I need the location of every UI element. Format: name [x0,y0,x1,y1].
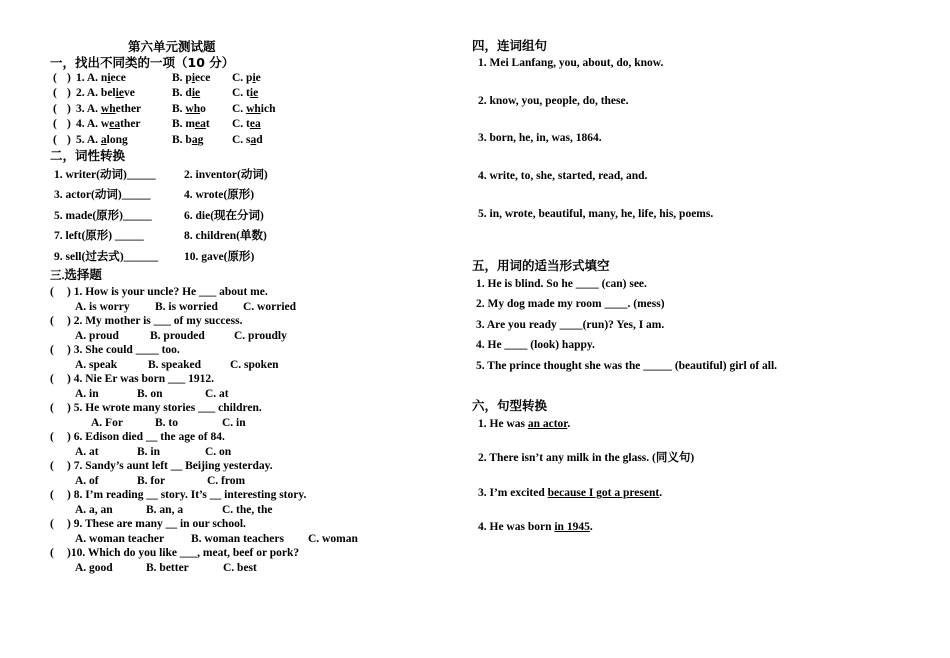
answer-paren-open: ( [50,518,54,530]
mc-option: C. worried [243,300,297,313]
option-a-rest: ther [120,118,141,130]
mc-question-text: ) 5. He wrote many stories ___ children. [67,402,262,414]
transform-underlined: an actor [527,418,568,430]
option-a-underlined: a [100,134,107,146]
odd-one-out-row [53,71,261,85]
question-number: 5. A. [76,134,99,146]
mc-question [50,343,180,357]
option-b-label: B. d [172,87,192,99]
mc-question [50,488,306,502]
word-form-prompt: 2. inventor( [184,169,241,181]
sentence-build-item: 1. Mei Lanfang, you, about, do, know. [478,57,664,69]
word-form-hint: 现在分词 [214,208,261,222]
sentence-build-item: 5. in, wrote, beautiful, many, he, life, his, poems. [478,208,714,220]
question-number: 3. A. [76,103,99,115]
transform-underlined: in 1945 [554,521,590,533]
mc-question-text: ) 8. I’m reading __ story. It’s __ interesting story. [67,489,307,501]
mc-option: B. in [137,445,161,458]
answer-paren-close: ) [67,72,71,84]
answer-paren-open: ( [53,118,57,130]
mc-option: A. woman teacher [75,532,165,545]
mc-question-text: ) 4. Nie Er was born ___ 1912. [67,373,215,385]
mc-question [50,546,299,560]
section4-heading: 四，连词组句 [472,38,548,53]
mc-option: C. at [205,387,229,400]
answer-paren-open: ( [50,431,54,443]
option-b-rest: ece [195,72,211,84]
fill-blank-item: 5. The prince thought she was the _____ (beautiful) girl of all. [476,360,778,372]
mc-option: A. proud [75,329,119,342]
fill-blank-item: 2. My dog made my room ____. (mess) [476,298,665,310]
option-a [76,71,172,85]
answer-paren-close: ) [67,87,71,99]
mc-option: A. is worry [75,300,130,313]
mc-option: C. best [223,561,257,574]
word-form-blank: )_____ [117,189,151,201]
option-a-text: n [98,72,108,84]
fill-blank-item: 1. He is blind. So he ____ (can) see. [476,278,647,290]
option-b-rest: o [200,103,206,115]
mc-option: A. a, an [75,503,113,516]
answer-paren-close: ) [67,118,71,130]
word-form-blank: ) _____ [108,230,144,242]
mc-option: A. For [91,416,123,429]
transform-item [478,519,593,534]
word-form-blank: )_____ [122,169,156,181]
section2-heading: 二，词性转换 [50,148,126,163]
answer-paren-open: ( [50,344,54,356]
mc-option: B. is worried [155,300,218,313]
mc-question-text: ) 6. Edison died __ the age of 84. [67,431,225,443]
mc-question-text: )10. Which do you like ___, meat, beef or pork? [67,547,300,559]
option-c-underlined: wh [246,103,261,115]
mc-option: A. at [75,445,99,458]
sentence-build-item: 2. know, you, people, do, these. [478,95,629,107]
option-b [172,71,232,85]
mc-option: A. in [75,387,99,400]
transform-underlined: because I got a present [547,487,660,499]
option-b [172,117,232,131]
odd-one-out-row [53,117,261,131]
word-form-blank: )______ [119,251,159,263]
word-form-item-right [184,208,264,223]
transform-item [478,485,662,500]
question-number: 2. A. [76,87,99,99]
word-form-prompt: 10. gave( [184,251,228,263]
option-b-rest: t [205,118,210,130]
option-b-label: B. b [172,134,192,146]
option-b-underlined: wh [185,103,201,115]
question-number: 4. A. [76,118,99,130]
option-a-rest: ether [115,103,142,115]
mc-question [50,285,268,299]
option-b-underlined: ie [191,87,201,99]
mc-question-text: ) 1. How is your uncle? He ___ about me. [67,286,268,298]
section3-heading-num: 三. [50,270,65,282]
option-a-underlined: wh [100,103,116,115]
word-form-prompt: 6. die( [184,210,215,222]
option-a [76,102,172,116]
option-a-text: w [98,118,110,130]
answer-paren-close: ) [67,134,71,146]
option-c-underlined: i [252,72,256,84]
answer-paren-open: ( [53,87,57,99]
word-form-prompt: 5. made( [54,210,97,222]
option-c-rest: d [256,134,263,146]
transform-end: . [659,487,663,499]
mc-option: C. proudly [234,329,287,342]
mc-question [50,517,246,531]
word-form-blank: ) [263,169,268,181]
answer-paren-open: ( [50,460,54,472]
mc-option: B. for [137,474,166,487]
word-form-hint: 原形 [227,249,251,263]
mc-question [50,459,273,473]
option-c [232,133,263,147]
answer-paren-open: ( [50,373,54,385]
answer-paren-open: ( [50,402,54,414]
word-form-hint: 动词 [94,187,118,201]
answer-paren-open: ( [50,315,54,327]
mc-question [50,401,262,415]
mc-option: B. better [146,561,189,574]
option-c-label: C. s [232,134,251,146]
option-b-label: B. p [172,72,192,84]
transform-item [478,450,694,465]
option-b [172,86,232,100]
word-form-hint: 过去式 [85,249,120,263]
transform-text: 4. He was born [478,521,555,533]
option-a-rest: ece [110,72,126,84]
option-a-rest: long [106,134,128,146]
mc-option: B. to [155,416,178,429]
word-form-item-right [184,228,267,243]
section5-heading: 五，用词的适当形式填空 [472,258,610,273]
transform-end: . [589,521,593,533]
answer-paren-open: ( [50,286,54,298]
option-c-label: C. p [232,72,253,84]
transform-text: 1. He was [478,418,528,430]
option-c-label: C. [232,103,247,115]
option-c-rest: ich [260,103,276,115]
word-form-item-right [184,167,268,182]
transform-end: ) [690,452,695,464]
transform-text: 3. I’m excited [478,487,548,499]
answer-paren-open: ( [53,134,57,146]
mc-question-text: ) 2. My mother is ___ of my success. [67,315,243,327]
option-c [232,71,261,85]
mc-option: C. spoken [230,358,279,371]
word-form-prompt: 7. left( [54,230,86,242]
word-form-blank: ) [263,230,267,242]
mc-question [50,430,225,444]
odd-one-out-row [53,102,275,116]
word-form-hint: 原形 [85,228,109,242]
word-form-item-left [54,249,158,264]
mc-option: B. speaked [148,358,202,371]
word-form-item-left [54,187,150,202]
option-b-underlined: ea [195,118,206,130]
word-form-prompt: 8. children( [184,230,241,242]
transform-hint: 同义句 [655,450,691,464]
transform-end: . [567,418,571,430]
option-a-text: bel [98,87,116,99]
mc-option: C. on [205,445,232,458]
option-a-rest: ve [123,87,135,99]
option-c-underlined: ie [249,87,259,99]
option-b-underlined: a [191,134,198,146]
fill-blank-item: 3. Are you ready ____(run)? Yes, I am. [476,319,665,331]
sentence-build-item: 3. born, he, in, was, 1864. [478,132,602,144]
option-a [76,133,172,147]
word-form-item-left [54,167,156,182]
option-b-underlined: i [191,72,196,84]
mc-option: B. prouded [150,329,205,342]
mc-question-text: ) 3. She could ____ too. [67,344,180,356]
word-form-prompt: 3. actor( [54,189,95,201]
word-form-prompt: 4. wrote( [184,189,228,201]
mc-question [50,372,214,386]
word-form-prompt: 9. sell( [54,251,86,263]
word-form-item-right [184,187,254,202]
word-form-item-left [54,208,152,223]
mc-question [50,314,242,328]
option-c-rest: e [255,72,261,84]
mc-option: C. from [207,474,246,487]
fill-blank-item: 4. He ____ (look) happy. [476,339,595,351]
mc-option: B. on [137,387,163,400]
answer-paren-open: ( [50,547,54,559]
word-form-item-left [54,228,144,243]
section3-heading-text: 选择题 [64,267,102,282]
transform-item [478,416,570,431]
answer-paren-open: ( [53,72,57,84]
option-a-underlined: ie [115,87,124,99]
mc-option: C. the, the [222,503,273,516]
word-form-hint: 动词 [99,167,123,181]
option-c [232,117,261,131]
section3-heading [50,268,102,283]
question-number: 1. A. [76,72,99,84]
word-form-item-right [184,249,254,264]
mc-option: C. woman [308,532,358,545]
mc-option: A. speak [75,358,118,371]
transform-text: 2. There isn’t any milk in the glass. ( [478,452,656,464]
option-a-underlined: i [107,72,111,84]
option-c-label: C. t [232,118,250,130]
odd-one-out-row [53,86,258,100]
option-c [232,86,258,100]
option-b-label: B. m [172,118,195,130]
word-form-blank: ) [260,210,264,222]
mc-question-text: ) 7. Sandy’s aunt left __ Beijing yesterday. [67,460,273,472]
odd-one-out-row [53,133,263,147]
answer-paren-open: ( [53,103,57,115]
sentence-build-item: 4. write, to, she, started, read, and. [478,170,648,182]
option-c-underlined: a [250,134,257,146]
option-b-rest: g [197,134,204,146]
mc-question-text: ) 9. These are many __ in our school. [67,518,246,530]
option-c-label: C. t [232,87,250,99]
option-b [172,102,232,116]
section6-heading: 六，句型转换 [472,398,548,413]
word-form-hint: 单数 [240,228,264,242]
option-a [76,117,172,131]
word-form-blank: )_____ [119,210,152,222]
mc-option: B. an, a [146,503,184,516]
option-b-label: B. [172,103,186,115]
word-form-blank: ) [250,189,255,201]
option-a [76,86,172,100]
answer-paren-open: ( [50,489,54,501]
mc-option: B. woman teachers [191,532,284,545]
option-a-underlined: ea [109,118,121,130]
mc-option: C. in [222,416,246,429]
mc-option: A. of [75,474,99,487]
word-form-hint: 动词 [240,167,264,181]
section1-heading: 一，找出不同类的一项（10 分） [50,55,235,70]
answer-paren-close: ) [67,103,71,115]
option-b [172,133,232,147]
word-form-prompt: 1. writer( [54,169,100,181]
word-form-blank: ) [250,251,255,263]
option-c [232,102,275,116]
option-c-underlined: ea [249,118,261,130]
word-form-hint: 原形 [96,208,120,222]
mc-option: A. good [75,561,113,574]
word-form-hint: 原形 [227,187,251,201]
page-title: 第六单元测试题 [128,39,216,54]
